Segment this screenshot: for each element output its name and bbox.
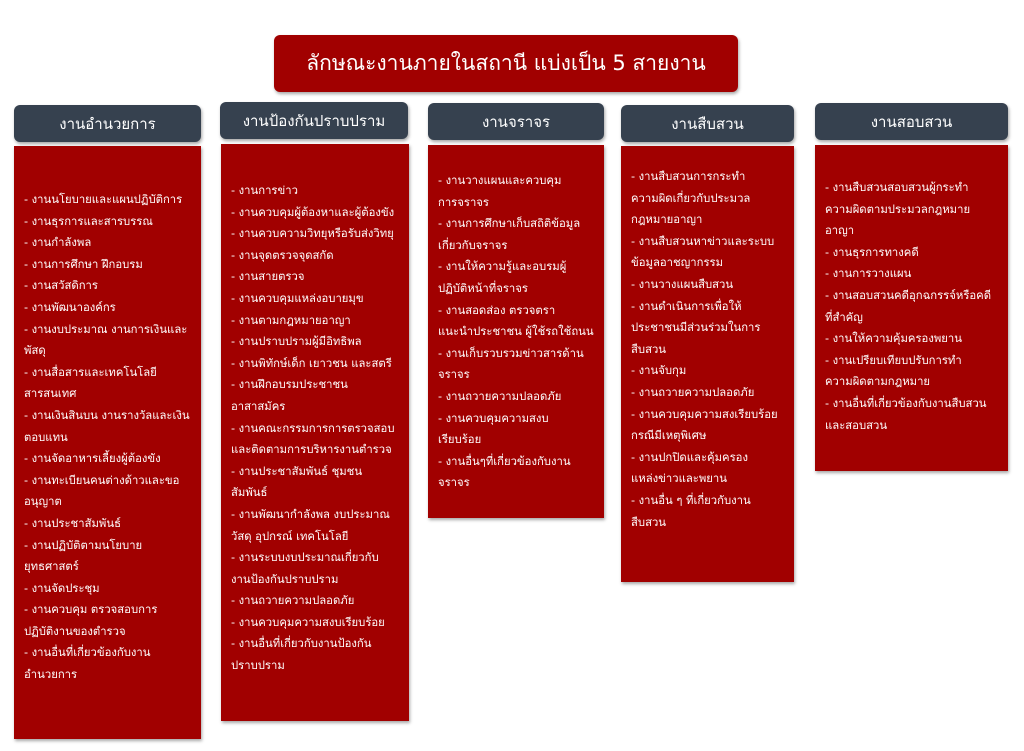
header-investigation: งานสืบสวน [621, 105, 794, 142]
duty-item: - งานควบคุมความสงบเรียบร้อย [231, 615, 385, 629]
duty-item: - งานทะเบียนคนต่างด้าวและขอ [24, 473, 180, 487]
duty-item: - งานดำเนินการเพื่อให้ [631, 299, 742, 313]
duty-item: สัมพันธ์ [231, 486, 268, 500]
duty-item: จราจร [438, 368, 470, 382]
duty-item: - งานระบบงบประมาณเกี่ยวกับ [231, 551, 379, 565]
duty-item: อาสาสมัคร [231, 399, 286, 413]
duty-item: พัสดุ [24, 344, 46, 358]
duty-item: - งานสอบสวนคดีอุกฉกรรจ์หรือคดี [825, 288, 992, 302]
duty-item: ประชาชนมีส่วนร่วมในการ [631, 321, 761, 335]
duty-item: - งานพัฒนาองค์กร [24, 300, 116, 314]
duty-list-traffic [438, 170, 594, 494]
duty-item: - งานควบคุม ตรวจสอบการ [24, 603, 158, 617]
duty-item: - งานคณะกรรมการการตรวจสอบ [231, 421, 395, 435]
duty-item: แหล่งข่าวและพยาน [631, 472, 727, 486]
duty-item: - งานการศึกษา ฝึกอบรม [24, 257, 143, 271]
duty-item: วัสดุ อุปกรณ์ เทคโนโลยี [231, 529, 349, 543]
duty-list-investigation [631, 166, 784, 533]
duty-item: เรียบร้อย [438, 433, 482, 447]
duty-item: - งานจัดอาหารเลี้ยงผู้ต้องขัง [24, 452, 161, 466]
duty-item: สืบสวน [631, 515, 667, 529]
duty-item: - งานสืบสวนการกระทำ [631, 170, 746, 183]
duty-item: - งานงบประมาณ งานการเงินและ [24, 322, 188, 336]
box-inquiry [815, 145, 1008, 471]
duty-item: - งานธุรการทางคดี [825, 245, 919, 259]
duty-item: ตอบแทน [24, 430, 68, 444]
duty-item: - งานฝึกอบรมประชาชน [231, 378, 348, 392]
duty-item: - งานการศึกษาเก็บสถิติข้อมูล [438, 217, 581, 231]
duty-item: ปราบปราม [231, 659, 285, 673]
duty-item: จราจร [438, 476, 470, 490]
duty-item: กฎหมายอาญา [631, 213, 703, 227]
chart-title: ลักษณะงานภายในสถานี แบ่งเป็น 5 สายงาน [274, 35, 738, 92]
duty-item: - งานควบคุมผู้ต้องหาและผู้ต้องขัง [231, 205, 395, 219]
duty-item: - งานนโยบายและแผนปฏิบัติการ [24, 193, 183, 206]
duty-item: - งานเปรียบเทียบปรับการทำ [825, 353, 962, 367]
duty-item: - งานสอดส่อง ตรวจตรา [438, 303, 556, 317]
duty-item: - งานควบความวิทยุหรือรับส่งวิทยุ [231, 227, 394, 241]
duty-item: - งานถวายความปลอดภัย [631, 385, 755, 399]
box-traffic [428, 145, 604, 518]
duty-item: - งานจับกุม [631, 364, 687, 378]
duty-item: เกี่ยวกับจราจร [438, 238, 508, 252]
box-crime-prevention [221, 144, 409, 721]
duty-item: ปฏิบัติหน้าที่จราจร [438, 281, 528, 295]
duty-item: ข้อมูลอาชญากรรม [631, 256, 724, 270]
duty-item: - งานจุดตรวจจุดสกัด [231, 248, 334, 262]
duty-list-inquiry [825, 177, 998, 436]
duty-item: - งานการวางแผน [825, 267, 912, 281]
header-crime-prevention: งานป้องกันปราบปราม [220, 102, 408, 139]
duty-item: - งานอื่นๆที่เกี่ยวข้องกับงาน [438, 454, 571, 468]
duty-item: - งานสวัสดิการ [24, 279, 98, 293]
duty-item: - งานเงินสินบน งานรางวัลและเงิน [24, 408, 190, 422]
duty-item: และติดตามการบริหารงานตำรวจ [231, 443, 392, 457]
duty-item: - งานพิทักษ์เด็ก เยาวชน และสตรี [231, 356, 392, 370]
duty-item: - งานสืบสวนหาข่าวและระบบ [631, 234, 775, 248]
header-inquiry: งานสอบสวน [815, 103, 1008, 140]
duty-list-crime-prevention [231, 180, 399, 677]
duty-item: - งานปราบปรามผู้มีอิทธิพล [231, 335, 362, 349]
duty-item: - งานวางแผนสืบสวน [631, 277, 734, 291]
duty-item: - งานธุรการและสารบรรณ [24, 214, 153, 228]
duty-item: - งานพัฒนากำลังพล งบประมาณ [231, 507, 390, 521]
duty-item: - งานอื่น ๆ ที่เกี่ยวกับงาน [631, 493, 751, 507]
duty-item: - งานให้ความรู้และอบรมผู้ [438, 260, 567, 274]
duty-item: ความผิดตามกฎหมาย [825, 375, 931, 389]
duty-item: - งานเก็บรวบรวมข่าวสารด้าน [438, 346, 584, 360]
duty-item: - งานประชาสัมพันธ์ ชุมชน [231, 464, 363, 478]
duty-item: - งานควบคุมแหล่งอบายมุข [231, 291, 364, 305]
duty-item: อำนวยการ [24, 668, 78, 682]
duty-item: - งานควบคุมความสงบ [438, 411, 549, 425]
duty-item: สารสนเทศ [24, 387, 77, 401]
duty-item: การจราจร [438, 195, 489, 209]
duty-item: - งานปกปิดและคุ้มครอง [631, 450, 748, 464]
duty-item: - งานอื่นที่เกี่ยวข้องกับงาน [24, 646, 151, 660]
duty-item: สืบสวน [631, 342, 667, 356]
duty-item: - งานการข่าว [231, 184, 298, 197]
duty-item: - งานสืบสวนสอบสวนผู้กระทำ [825, 181, 969, 194]
duty-item: - งานให้ความคุ้มครองพยาน [825, 332, 962, 346]
duty-item: - งานสื่อสารและเทคโนโลยี [24, 365, 157, 379]
duty-item: - งานควบคุมความสงเรียบร้อย [631, 407, 778, 421]
duty-item: ยุทธศาสตร์ [24, 560, 79, 574]
duty-item: ความผิดเกี่ยวกับประมวล [631, 191, 751, 205]
duty-item: - งานกำลังพล [24, 236, 92, 250]
duty-item: งานป้องกันปราบปราม [231, 572, 339, 586]
duty-item: - งานถวายความปลอดภัย [231, 594, 355, 608]
duty-item: ปฏิบัติงานของตำรวจ [24, 624, 126, 638]
header-traffic: งานจราจร [428, 103, 604, 140]
duty-item: - งานปฏิบัติตามนโยบาย [24, 538, 143, 552]
duty-item: แนะนำประชาชน ผู้ใช้รถใช้ถนน [438, 325, 594, 339]
duty-item: และสอบสวน [825, 418, 888, 432]
duty-item: - งานสายตรวจ [231, 270, 305, 284]
duty-item: - งานประชาสัมพันธ์ [24, 516, 121, 530]
duty-item: อาญา [825, 224, 855, 238]
duty-item: - งานวางแผนและควบคุม [438, 174, 562, 187]
duty-item: - งานตามกฎหมายอาญา [231, 313, 351, 327]
duty-item: อนุญาต [24, 495, 62, 509]
duty-item: กรณีมีเหตุพิเศษ [631, 429, 707, 443]
box-administration [14, 146, 201, 739]
duty-item: ที่สำคัญ [825, 310, 863, 324]
box-investigation [621, 146, 794, 582]
header-administration: งานอำนวยการ [14, 105, 201, 142]
duty-item: ความผิดตามประมวลกฎหมาย [825, 202, 971, 216]
duty-item: - งานอื่นที่เกี่ยวข้องกับงานสืบสวน [825, 396, 987, 410]
duty-item: - งานถวายความปลอดภัย [438, 389, 562, 403]
duty-item: - งานจัดประชุม [24, 581, 100, 595]
duty-list-administration [24, 189, 191, 686]
duty-item: - งานอื่นที่เกี่ยวกับงานป้องกัน [231, 637, 372, 651]
